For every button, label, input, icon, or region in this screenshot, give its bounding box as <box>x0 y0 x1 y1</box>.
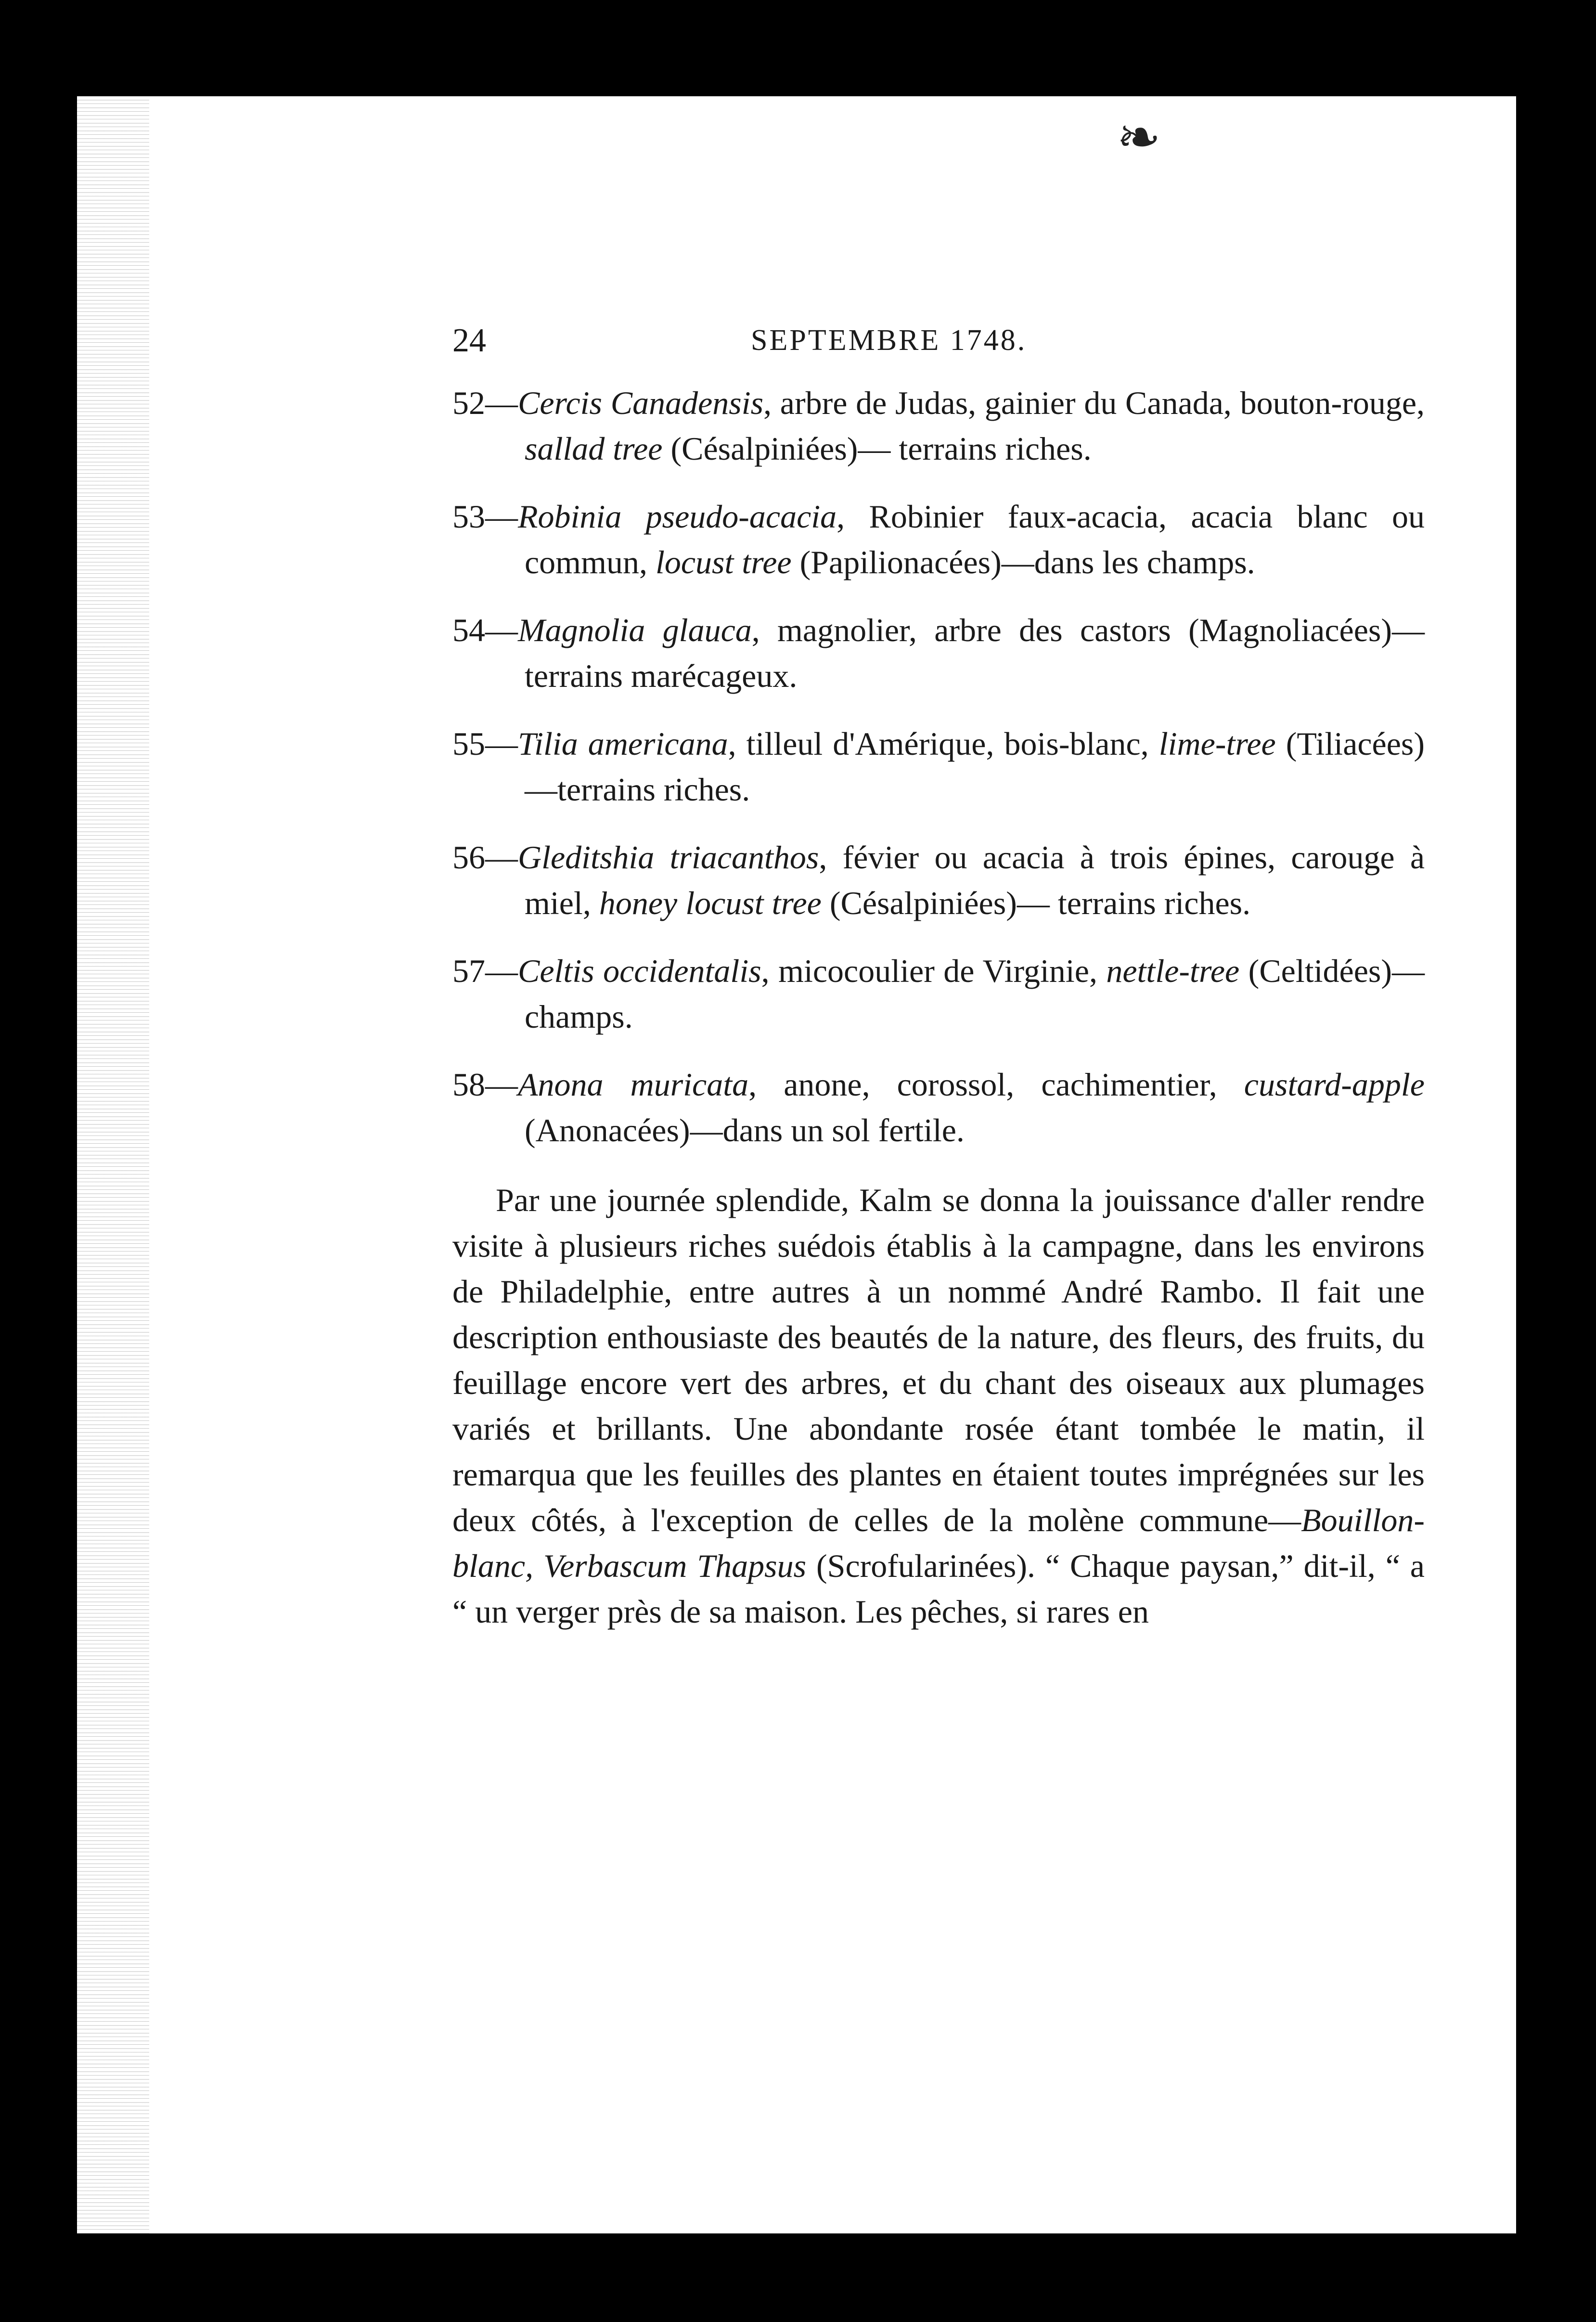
family-and-habitat: (Tiliacées)—terrains riches. <box>525 725 1425 808</box>
common-names: anone, corossol, cachimentier <box>784 1066 1209 1103</box>
plant-entry: 57—Celtis occidentalis, micocoulier de Virginie, nettle-tree (Celtidées)—champs. <box>452 953 1425 1035</box>
common-names: févier ou acacia à trois épines, carouge à miel <box>525 839 1425 921</box>
family-and-habitat: (Papilionacées)—dans les champs. <box>799 544 1255 580</box>
entry-number: 54 <box>452 612 485 648</box>
latin-name: Tilia americana <box>518 725 728 762</box>
family-and-habitat: (Anonacées)—dans un sol fertile. <box>525 1112 965 1148</box>
english-name: sallad tree <box>525 430 663 467</box>
page-left-edge-noise <box>77 96 149 2233</box>
common-names: magnolier, arbre des castors <box>777 612 1171 648</box>
latin-name: Celtis occidentalis <box>518 953 761 989</box>
paragraph-italic-names: Bouillon-blanc, Verbascum Thapsus <box>452 1502 1425 1584</box>
english-name: honey locust tree <box>599 885 822 921</box>
plant-entry: 58—Anona muricata, anone, corossol, cachimentier, custard-apple (Anonacées)—dans un sol fertile. <box>452 1066 1425 1148</box>
latin-name: Gleditshia triacanthos <box>518 839 819 876</box>
entry-number: 56 <box>452 839 485 876</box>
family-and-habitat: (Magnoliacées)—terrains marécageux. <box>525 612 1425 694</box>
latin-name: Anona muricata <box>518 1066 749 1103</box>
paragraph-text-end: (Scrofularinées). “ Chaque paysan,” dit-il, “ a “ un verger près de sa maison. Les pêches, si rares en <box>452 1548 1425 1630</box>
plant-entry: 56—Gleditshia triacanthos, févier ou acacia à trois épines, carouge à miel, honey locust tree (Césalpiniées)— terrains riches. <box>452 839 1425 921</box>
entry-number: 53 <box>452 498 485 535</box>
ink-mark: ❧ <box>1117 106 1161 168</box>
plant-entry: 54—Magnolia glauca, magnolier, arbre des castors (Magnoliacées)—terrains marécageux. <box>452 612 1425 694</box>
plant-entry: 55—Tilia americana, tilleul d'Amérique, bois-blanc, lime-tree (Tiliacées)—terrains riches. <box>452 725 1425 808</box>
english-name: custard-apple <box>1244 1066 1425 1103</box>
body-paragraph <box>452 1177 1425 1635</box>
latin-name: Cercis Canadensis <box>518 385 764 421</box>
english-name: lime-tree <box>1158 725 1276 762</box>
page-number: 24 <box>452 322 486 359</box>
entry-number: 57 <box>452 953 485 989</box>
entry-number: 52 <box>452 385 485 421</box>
plant-entry: 53—Robinia pseudo-acacia, Robinier faux-acacia, acacia blanc ou commun, locust tree (Papilionacées)—dans les champs. <box>452 498 1425 580</box>
plant-list <box>452 380 1425 1153</box>
entry-number: 58 <box>452 1066 485 1103</box>
scanned-page <box>77 96 1540 2233</box>
common-names: arbre de Judas, gainier du Canada, bouton-rouge <box>780 385 1416 421</box>
page-content <box>452 318 1425 1635</box>
latin-name: Robinia pseudo-acacia <box>518 498 837 535</box>
common-names: micocoulier de Virginie <box>778 953 1089 989</box>
page-header <box>452 318 1425 366</box>
family-and-habitat: (Césalpiniées)— terrains riches. <box>829 885 1251 921</box>
english-name: nettle-tree <box>1106 953 1240 989</box>
running-head: SEPTEMBRE 1748. <box>751 324 1027 357</box>
latin-name: Magnolia glauca <box>518 612 752 648</box>
common-names: tilleul d'Amérique, bois-blanc <box>746 725 1141 762</box>
family-and-habitat: (Césalpiniées)— terrains riches. <box>670 430 1092 467</box>
family-and-habitat: (Celtidées)—champs. <box>525 953 1425 1035</box>
page-right-edge <box>1516 96 1540 2233</box>
plant-entry: 52—Cercis Canadensis, arbre de Judas, gainier du Canada, bouton-rouge, sallad tree (Césalpiniées)— terrains riches. <box>452 385 1425 467</box>
english-name: locust tree <box>655 544 792 580</box>
common-names: Robinier faux-acacia, acacia blanc ou commun <box>525 498 1425 580</box>
entry-number: 55 <box>452 725 485 762</box>
paragraph-text-start: Par une journée splendide, Kalm se donna la jouissance d'aller rendre visite à plusieurs riches suédois établis à la campagne, dans les environs de Philadelphie, entre autres à un nommé André Rambo. Il fait une description enthousiaste des beautés de la nature, des fleurs, des fruits, du feuillage encore vert des arbres, et du chant des oiseaux aux plumages variés et brillants. Une abondante rosée étant tombée le matin, il remarqua que les feuilles des plantes en étaient toutes imprégnées sur les deux côtés, à l'exception de celles de la molène commune— <box>452 1182 1425 1538</box>
